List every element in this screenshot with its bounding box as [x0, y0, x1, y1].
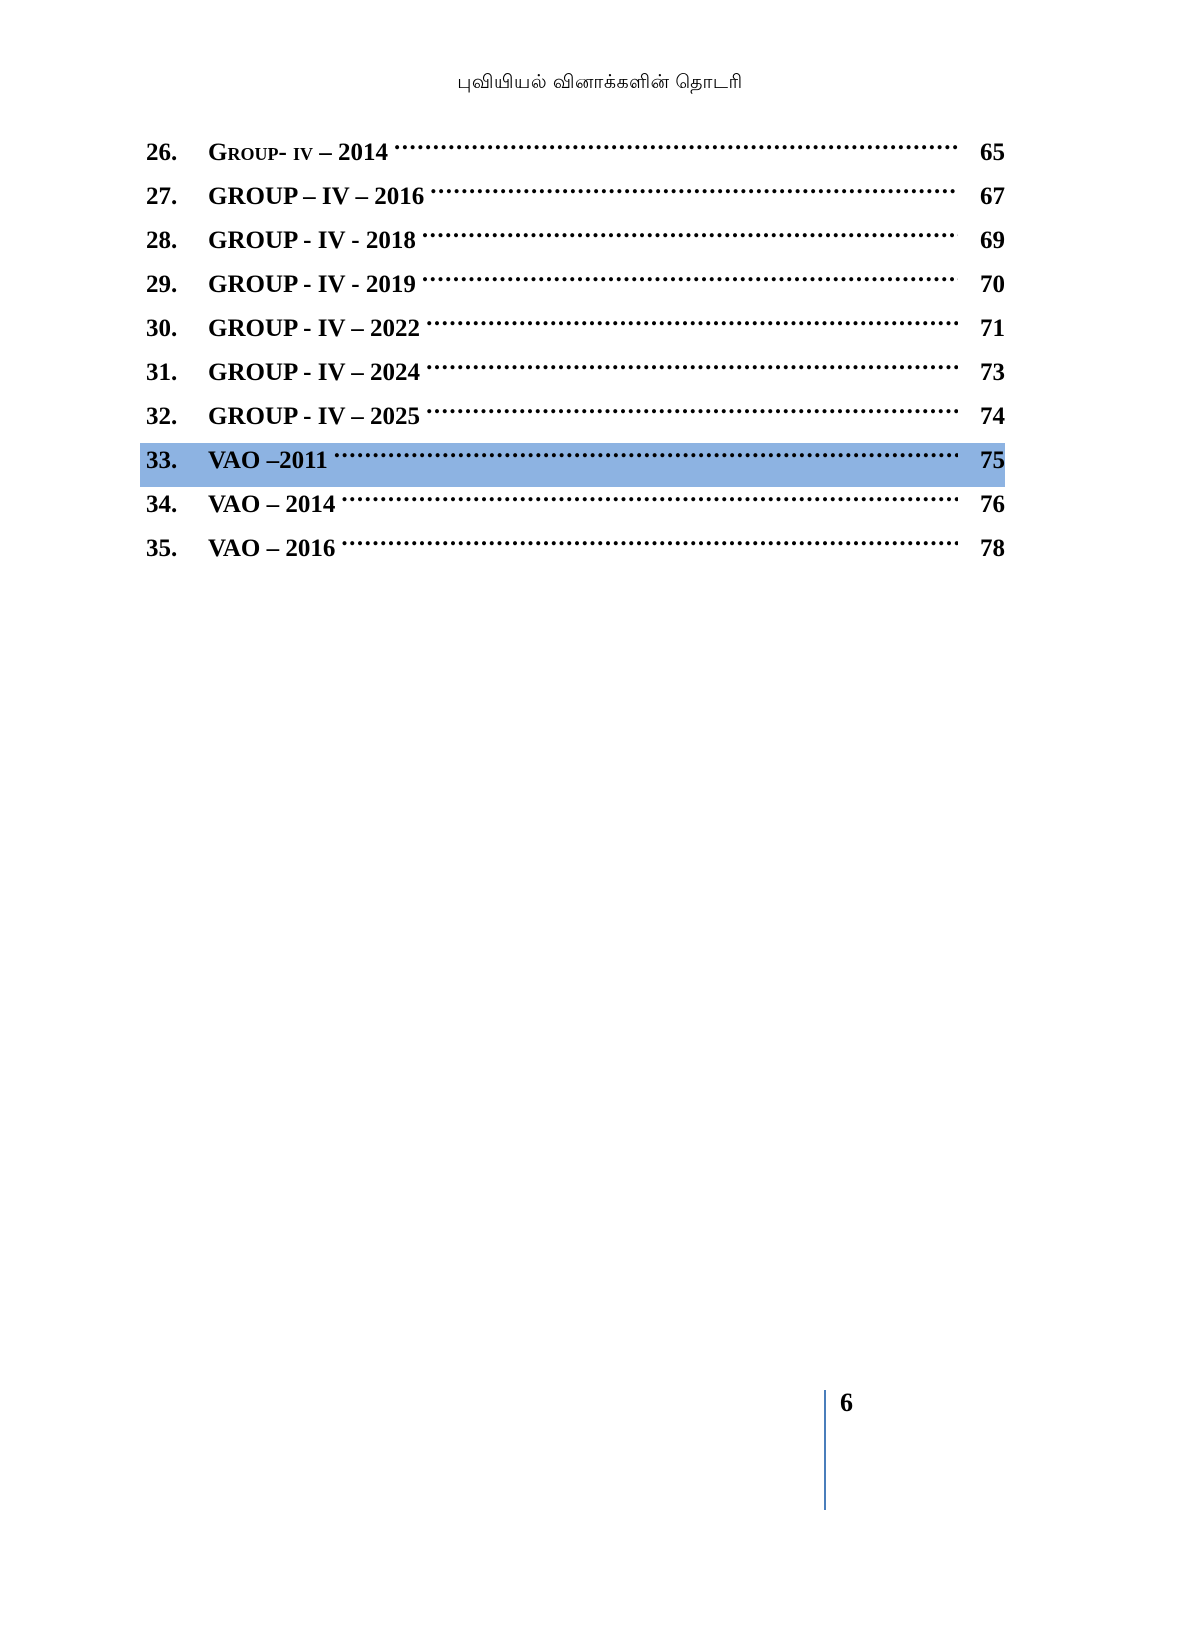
- toc-entry[interactable]: [140, 135, 1005, 179]
- toc-entry-title: VAO – 2016: [208, 535, 336, 562]
- toc-leader-dots: [430, 179, 958, 204]
- toc-entry-number: 26.: [146, 139, 178, 166]
- toc-leader-dots: [426, 311, 958, 336]
- toc-entry-title: VAO –2011: [208, 447, 328, 474]
- toc-leader-dots: [341, 487, 958, 512]
- toc-entry-page: 67: [980, 183, 1005, 210]
- toc-leader-dots: [426, 399, 958, 424]
- toc-entry-page: 69: [980, 227, 1005, 254]
- toc-entry-number: 31.: [146, 359, 178, 386]
- toc-entry-page: 74: [980, 403, 1005, 430]
- toc-entry-number: 33.: [146, 447, 178, 474]
- toc-entry-page: 73: [980, 359, 1005, 386]
- toc-entry[interactable]: [140, 223, 1005, 267]
- toc-leader-dots: [341, 531, 958, 556]
- toc-entry[interactable]: [140, 399, 1005, 443]
- toc-entry-number: 27.: [146, 183, 178, 210]
- toc-entry[interactable]: [140, 443, 1005, 487]
- toc-entry-title: group- iv – 2014: [208, 139, 389, 166]
- toc-entry-number: 30.: [146, 315, 178, 342]
- toc-leader-dots: [422, 267, 958, 292]
- toc-entry-title: GROUP - IV - 2019: [208, 271, 416, 298]
- toc-entry-page: 71: [980, 315, 1005, 342]
- toc-leader-dots: [426, 355, 958, 380]
- toc-entry[interactable]: [140, 531, 1005, 575]
- footer-page-number: 6: [840, 1388, 853, 1417]
- toc-entry-title: GROUP – IV – 2016: [208, 183, 425, 210]
- toc-entry[interactable]: [140, 267, 1005, 311]
- table-of-contents: [140, 135, 1005, 575]
- toc-entry-number: 34.: [146, 491, 178, 518]
- toc-entry-page: 70: [980, 271, 1005, 298]
- page-header: புவியியல் வினாக்களின் தொடரி: [457, 72, 743, 93]
- toc-entry[interactable]: [140, 311, 1005, 355]
- toc-entry[interactable]: [140, 355, 1005, 399]
- toc-entry-title: GROUP - IV - 2018: [208, 227, 416, 254]
- toc-entry-title: GROUP - IV – 2025: [208, 403, 421, 430]
- toc-entry[interactable]: [140, 179, 1005, 223]
- toc-entry-number: 28.: [146, 227, 178, 254]
- toc-entry-number: 29.: [146, 271, 178, 298]
- toc-entry-title: GROUP - IV – 2024: [208, 359, 421, 386]
- toc-leader-dots: [334, 443, 958, 468]
- toc-entry-number: 35.: [146, 535, 178, 562]
- toc-entry[interactable]: [140, 487, 1005, 531]
- page-footer: [824, 1390, 853, 1510]
- toc-entry-title: VAO – 2014: [208, 491, 336, 518]
- toc-entry-page: 65: [980, 139, 1005, 166]
- toc-leader-dots: [394, 135, 958, 160]
- toc-entry-page: 78: [980, 535, 1005, 562]
- toc-entry-page: 76: [980, 491, 1005, 518]
- toc-entry-number: 32.: [146, 403, 178, 430]
- toc-entry-page: 75: [980, 447, 1005, 474]
- toc-leader-dots: [422, 223, 958, 248]
- toc-entry-title: GROUP - IV – 2022: [208, 315, 421, 342]
